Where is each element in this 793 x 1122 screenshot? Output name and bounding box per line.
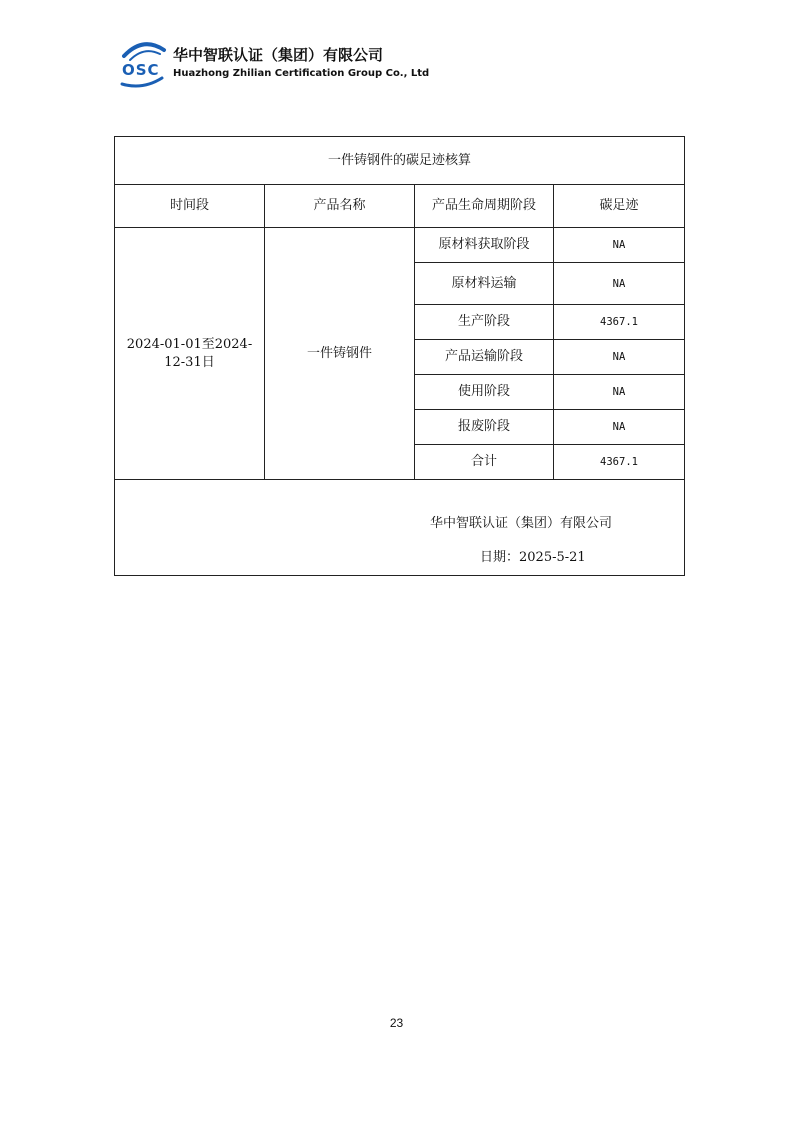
product-cell: 一件铸钢件 xyxy=(265,228,415,480)
stage-cell: 产品运输阶段 xyxy=(415,340,554,375)
footprint-value: NA xyxy=(554,340,685,375)
footprint-value: NA xyxy=(554,228,685,263)
carbon-footprint-table xyxy=(114,136,685,576)
signing-date: 日期：2025-5-21 xyxy=(480,550,586,565)
total-value: 4367.1 xyxy=(554,445,685,480)
footprint-value: NA xyxy=(554,263,685,305)
stage-cell: 原材料获取阶段 xyxy=(415,228,554,263)
stage-cell: 生产阶段 xyxy=(415,305,554,340)
osc-logo xyxy=(118,40,168,88)
period-cell: 2024-01-01至2024-12-31日 xyxy=(115,228,265,480)
header-product: 产品名称 xyxy=(265,185,415,228)
page-header xyxy=(118,40,438,90)
company-name-cn: 华中智联认证（集团）有限公司 xyxy=(173,46,384,64)
page-number: 23 xyxy=(389,1016,404,1030)
header-stage: 产品生命周期阶段 xyxy=(415,185,554,228)
signature-cell xyxy=(115,480,685,576)
stage-cell: 使用阶段 xyxy=(415,375,554,410)
stage-cell: 原材料运输 xyxy=(415,263,554,305)
total-label: 合计 xyxy=(415,445,554,480)
footprint-value: 4367.1 xyxy=(554,305,685,340)
footprint-value: NA xyxy=(554,375,685,410)
footprint-value: NA xyxy=(554,410,685,445)
signing-organization: 华中智联认证（集团）有限公司 xyxy=(430,516,613,531)
stage-cell: 报废阶段 xyxy=(415,410,554,445)
header-period: 时间段 xyxy=(115,185,265,228)
table-title: 一件铸钢件的碳足迹核算 xyxy=(115,137,685,185)
svg-text:OSC: OSC xyxy=(122,61,160,79)
table-row xyxy=(115,228,685,263)
company-name-en: Huazhong Zhilian Certification Group Co., Ltd xyxy=(173,68,430,79)
header-footprint: 碳足迹 xyxy=(554,185,685,228)
